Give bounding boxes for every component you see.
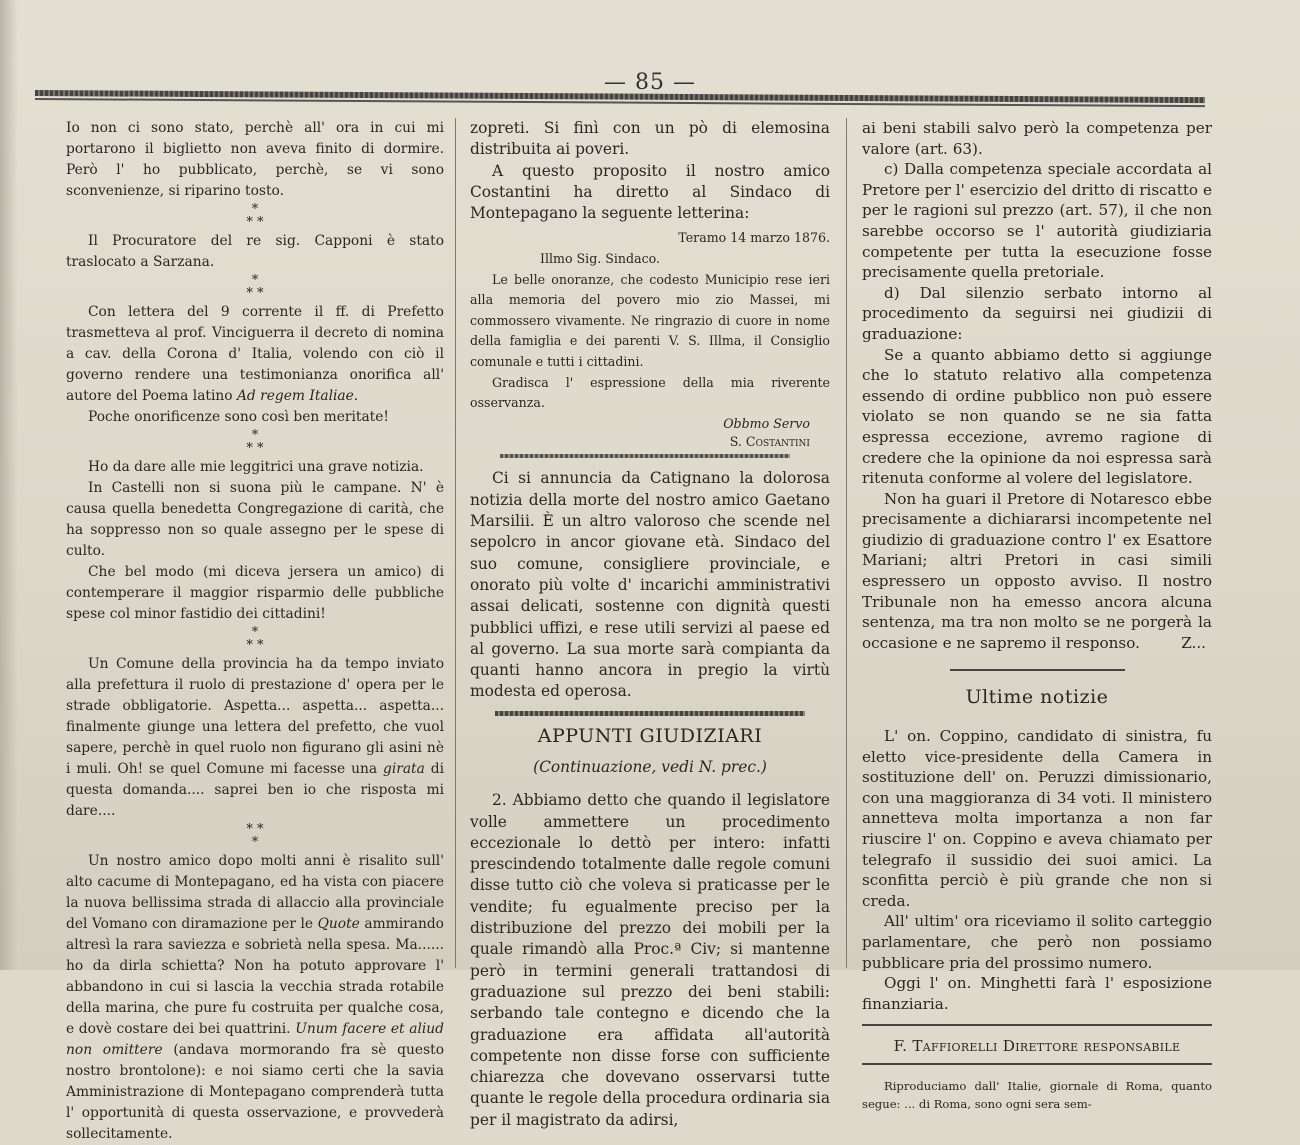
article-signature: Z... <box>1181 633 1206 652</box>
article-text: Un Comune della provincia ha da tempo inviato alla prefettura il ruolo di prestazione d' opera per le strade obbligatorie. Aspetta... aspetta... aspetta... finalmente giunge una lettera del prefetto, che vuol sapere, perchè in quel ruolo non figurano gli asini nè i muli. Oh! se quel Comune mi facesse una girata di questa domanda.... saprei ben io che risposta mi dare.... <box>66 656 444 819</box>
article-text: Io non ci sono stato, perchè all' ora in cui mi portarono il biglietto non aveva finito di dormire. Però l' ho pubblicato, perchè, se vi sono sconvenienze, si riparino tosto. <box>66 120 444 199</box>
column-divider-1 <box>455 118 456 968</box>
article-text: d) Dal silenzio serbato intorno al procedimento da seguirsi nei giudizii di graduazione: <box>862 283 1212 343</box>
article-text: In Castelli non si suona più le campane. N' è causa quella benedetta Congregazione di carità, che ha soppresso non so quale assegno per le spese di culto. <box>66 480 444 559</box>
section-subtitle: (Continuazione, vedi N. prec.) <box>533 757 767 776</box>
article-text: Non ha guari il Pretore di Notaresco ebbe precisamente a dichiararsi incompetente nel giudizio di graduazione contro l' ex Esattore Mariani; altri Pretori in casi simili espressero un opposto avviso. Il nostro Tribunale non ha emesso ancora alcuna sentenza, ma tra non molto se ne porgerà la occasione e ne sapremo il responso. Z... <box>862 489 1212 652</box>
asterism: * * * <box>246 625 264 653</box>
article-text: c) Dalla competenza speciale accordata al Pretore per l' esercizio del dritto di riscatto e per le ragioni sul prezzo (art. 57), il che non sarebbe occorso se l' autorità giudiziaria competente per tutta la esecuzione fosse precisamente quella pretoriale. <box>862 160 1212 282</box>
article-text: Ci si annuncia da Catignano la dolorosa notizia della morte del nostro amico Gaetano Marsilii. È un altro valoroso che scende nel sepolcro in ancor giovane età. Sindaco del suo comune, consigliere provinciale, e onorato più volte d' incarichi amministrativi assai delicati, sostenne con dignità questi pubblici uffizi, e rese utili servizi al paese ed al governo. La sua morte sarà compianta da quanti hanno ancora in pregio la virtù modesta ed operosa. <box>470 469 830 701</box>
asterism: * * * <box>246 428 264 456</box>
article-text: Il Procuratore del re sig. Capponi è stato traslocato a Sarzana. <box>66 233 444 270</box>
article-text: L' on. Coppino, candidato di sinistra, fu eletto vice-presidente della Camera in sostituzione dell' on. Peruzzi dimissionario, con una maggioranza di 34 voti. Il ministero annetteva molta importanza a non far riuscire l' on. Coppino e aveva chiamato per telegrafo il sussidio dei suoi amici. La sconfitta perciò è più grande che non si creda. <box>862 727 1212 910</box>
letter-servo: Obbmo Servo <box>723 415 810 431</box>
article-text: Poche onorificenze sono così ben meritate! <box>88 409 389 425</box>
editor-credit: F. Taffiorelli Direttore responsabile <box>893 1037 1181 1056</box>
asterism: * * * <box>246 202 264 230</box>
article-text: All' ultim' ora riceviamo il solito carteggio parlamentare, che però non possiamo pubblicare pria del prossimo numero. <box>862 912 1212 972</box>
article-text: Riproduciamo dall' Italie, giornale di Roma, quanto segue: ... di Roma, sono ogni sera sem- <box>862 1078 1212 1111</box>
footer-rule <box>862 1063 1212 1065</box>
article-text: Che bel modo (mi diceva jersera un amico) di contemperare il maggior risparmio delle pubbliche spese col minor fastidio dei cittadini! <box>66 564 444 622</box>
column-middle <box>470 118 830 1131</box>
asterism: * * * <box>246 273 264 301</box>
column-left <box>66 118 444 1145</box>
article-text: Con lettera del 9 corrente il ff. di Prefetto trasmetteva al prof. Vinciguerra il decreto di nomina a cav. della Corona d' Italia, volendo con ciò il governo rendere una testimonianza onorifica all' autore del Poema latino Ad regem Italiae. <box>66 304 444 404</box>
page-number: — 85 — <box>604 70 696 95</box>
section-title: APPUNTI GIUDIZIARI <box>537 724 763 747</box>
section-rule <box>950 669 1125 671</box>
section-title: Ultime notizie <box>965 686 1109 709</box>
page-binding-shadow <box>0 0 18 970</box>
letter-close: Gradisca l' espressione della mia riverente osservanza. <box>470 374 830 411</box>
section-rule <box>500 454 790 458</box>
letter-body: Le belle onoranze, che codesto Municipio rese ieri alla memoria del povero mio zio Massei, mi commossero vivamente. Ne ringrazio di cuore in nome della famiglia e dei parenti V. S. Illma, il Consiglio comunale e tutti i cittadini. <box>470 271 830 370</box>
article-text: Se a quanto abbiamo detto si aggiunge che lo statuto relativo alla competenza essendo di ordine pubblico non può essere violato se non quando se ne sia fatta espressa eccezione, avremo ragione di credere che la opinione da noi espressa sarà ritenuta conforme al volere del legislatore. <box>862 345 1212 488</box>
article-text: A questo proposito il nostro amico Costantini ha diretto al Sindaco di Montepagano la seguente letterina: <box>470 161 830 223</box>
letter-signature: S. Costantini <box>729 434 810 450</box>
footer-rule <box>862 1024 1212 1026</box>
article-text: ai beni stabili salvo però la competenza per valore (art. 63). <box>862 119 1212 158</box>
asterism: * * * <box>246 822 264 850</box>
letter-salutation: Illmo Sig. Sindaco. <box>540 251 661 267</box>
article-text: 2. Abbiamo detto che quando il legislatore volle ammettere un procedimento eccezionale lo dettò per intero: infatti prescindendo totalmente dalle regole comuni disse tutto ciò che voleva si praticasse per le vendite; fu egualmente preciso per la distribuzione del prezzo dei mobili per la quale rimandò alla Proc.ª Civ; si mantenne però in termini generali trattandosi di graduazione sul prezzo dei beni stabili: serbando tale contegno e dicendo che la graduazione era affidata all'autorità competente non disse forse con sufficiente chiarezza che dovevano osservarsi tutte quante le regole della procedura ordinaria sia per il magistrato da adirsi, <box>470 791 830 1129</box>
section-rule <box>495 711 805 716</box>
article-text: Ho da dare alle mie leggitrici una grave notizia. <box>88 459 424 475</box>
column-right <box>862 118 1212 1113</box>
letter-date: Teramo 14 marzo 1876. <box>678 230 830 246</box>
column-divider-2 <box>846 118 847 968</box>
article-text: zopreti. Si finì con un pò di elemosina distribuita ai poveri. <box>470 119 830 159</box>
article-text: Oggi l' on. Minghetti farà l' esposizione finanziaria. <box>862 974 1212 1013</box>
article-text: Un nostro amico dopo molti anni è risalito sull' alto cacume di Montepagano, ed ha vista con piacere la nuova bellissima strada di allaccio alla provinciale del Vomano con diramazione per le Quote ammirando altresì la rara saviezza e sobrietà nella spesa. Ma...... ho da dirla schietta? Non ha potuto approvare l' abbandono in cui si lascia la vecchia strada rotabile della marina, che pure fu costruita per qualche cosa, e dovè costare dei bei quattrini. Unum facere et aliud non omittere (andava mormorando fra sè questo nostro brontolone): e noi siamo certi che la savia Amministrazione di Montepagano comprenderà tutta l' opportunità di questa osservazione, e provvederà sollecitamente. <box>66 853 444 1142</box>
